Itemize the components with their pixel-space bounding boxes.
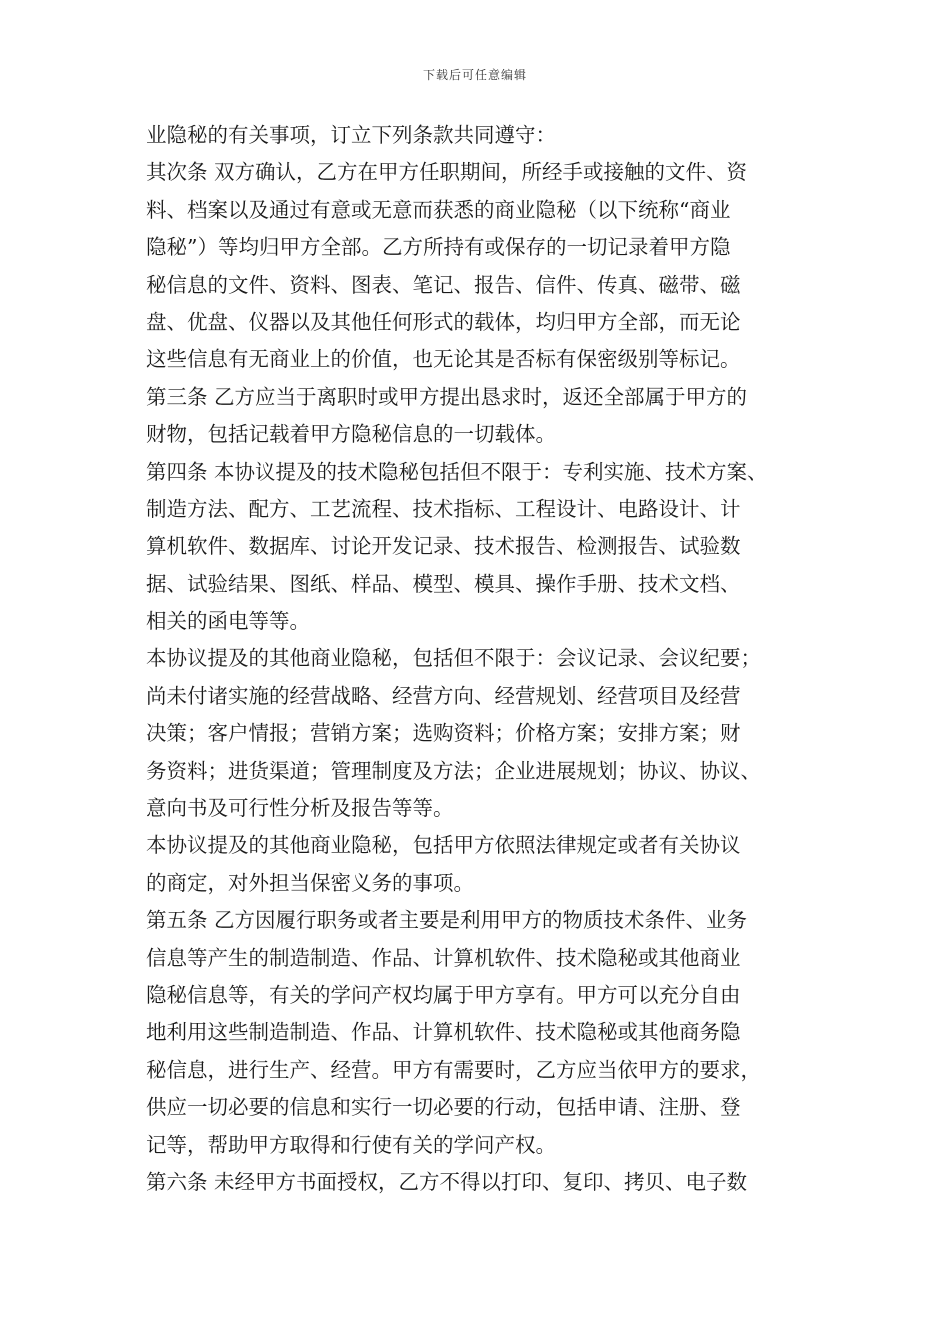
text-line: 记等，帮助甲方取得和行使有关的学问产权。 [146,1132,556,1157]
text-line: 第四条 本协议提及的技术隐秘包括但不限于：专利实施、技术方案、 [146,459,768,484]
text-line: 据、试验结果、图纸、样品、模型、模具、操作手册、技术文档、 [146,571,741,596]
text-line: 隐秘”）等均归甲方全部。乙方所持有或保存的一切记录着甲方隐 [146,235,731,260]
text-line: 秘信息的文件、资料、图表、笔记、报告、信件、传真、磁带、磁 [146,272,741,297]
text-line: 算机软件、数据库、讨论开发记录、技术报告、检测报告、试验数 [146,534,741,559]
text-line: 决策；客户情报；营销方案；选购资料；价格方案；安排方案；财 [146,721,741,746]
text-line: 本协议提及的其他商业隐秘，包括但不限于：会议记录、会议纪要； [146,646,761,671]
text-line: 盘、优盘、仪器以及其他任何形式的载体，均归甲方全部，而无论 [146,309,741,334]
text-line: 务资料；进货渠道；管理制度及方法；企业进展规划；协议、协议、 [146,758,761,783]
text-line: 的商定，对外担当保密义务的事项。 [146,870,474,895]
text-line: 制造方法、配方、工艺流程、技术指标、工程设计、电路设计、计 [146,496,741,521]
text-line: 隐秘信息等，有关的学问产权均属于甲方享有。甲方可以充分自由 [146,982,741,1007]
text-line: 尚未付诸实施的经营战略、经营方向、经营规划、经营项目及经营 [146,683,741,708]
page-header: 下载后可任意编辑 [422,68,527,82]
text-line: 第三条 乙方应当于离职时或甲方提出恳求时，返还全部属于甲方的 [146,384,748,409]
text-line: 本协议提及的其他商业隐秘，包括甲方依照法律规定或者有关协议 [146,833,741,858]
text-line: 地利用这些制造制造、作品、计算机软件、技术隐秘或其他商务隐 [146,1020,741,1045]
document-body [146,117,836,1201]
text-line: 第五条 乙方因履行职务或者主要是利用甲方的物质技术条件、业务 [146,908,748,933]
text-line: 第六条 未经甲方书面授权，乙方不得以打印、复印、拷贝、电子数 [146,1169,748,1194]
text-line: 供应一切必要的信息和实行一切必要的行动，包括申请、注册、登 [146,1095,741,1120]
text-line: 这些信息有无商业上的价值，也无论其是否标有保密级别等标记。 [146,347,741,372]
text-line: 业隐秘的有关事项，订立下列条款共同遵守： [146,123,556,147]
text-line: 秘信息，进行生产、经营。甲方有需要时，乙方应当依甲方的要求， [146,1057,761,1082]
text-line: 意向书及可行性分析及报告等等。 [146,796,454,821]
text-line: 料、档案以及通过有意或无意而获悉的商业隐秘（以下统称“商业 [146,197,731,222]
text-line: 信息等产生的制造制造、作品、计算机软件、技术隐秘或其他商业 [146,945,741,970]
text-line: 其次条 双方确认，乙方在甲方任职期间，所经手或接触的文件、资 [146,160,748,185]
text-line: 相关的函电等等。 [146,609,310,634]
text-line: 财物，包括记载着甲方隐秘信息的一切载体。 [146,422,556,447]
